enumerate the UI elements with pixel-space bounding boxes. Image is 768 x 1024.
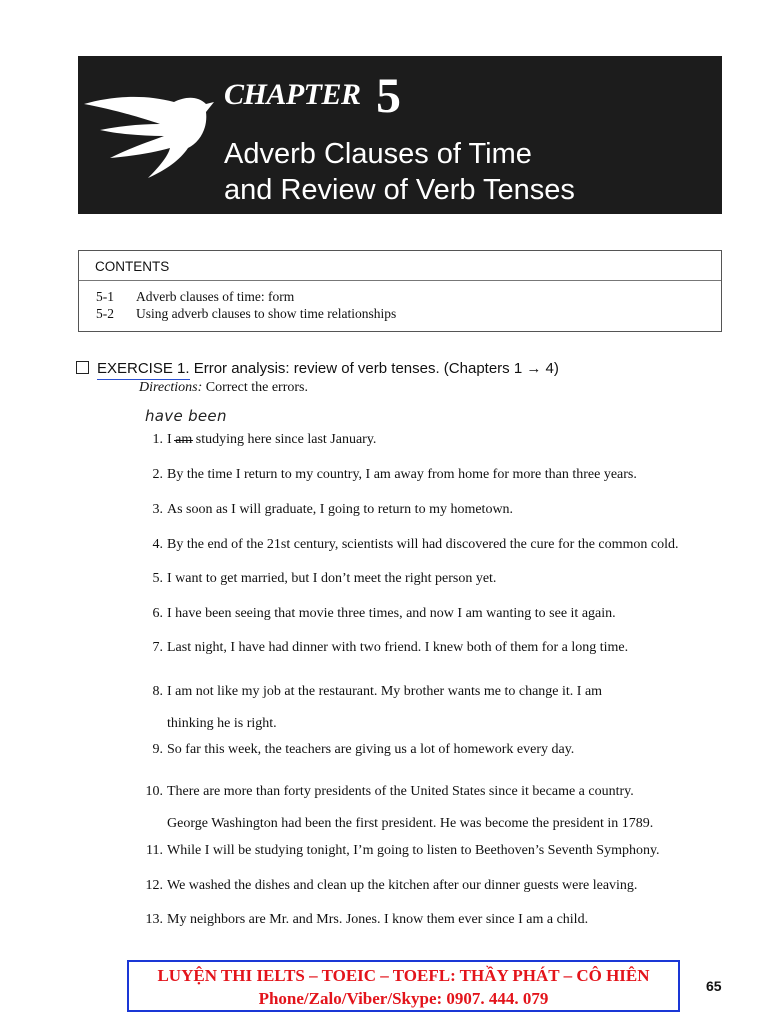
exercise-item (130, 776, 730, 840)
item-text-before: I (167, 432, 176, 447)
item-number: 12. (145, 878, 163, 893)
exercise-item (130, 606, 730, 622)
item-text-continued: George Washington had been the first president. He was become the president in 1789. (167, 816, 654, 831)
exercise-heading (76, 360, 559, 377)
contents-item-number: 5-2 (96, 306, 114, 321)
contents-item-text: Adverb clauses of time: form (136, 289, 295, 304)
contents-list (79, 281, 721, 322)
item-text: Last night, I have had dinner with two friend. I knew both of them for a long time. (167, 640, 629, 655)
item-number: 1. (152, 432, 163, 447)
struck-word: am (175, 432, 193, 447)
directions-label: Directions: (139, 380, 203, 395)
item-text: While I will be studying tonight, I’m going to listen to Beethoven’s Seventh Symphony. (167, 843, 660, 858)
item-number: 3. (152, 502, 163, 517)
contents-item-number: 5-1 (96, 289, 114, 304)
footer-line2: Phone/Zalo/Viber/Skype: 0907. 444. 079 (258, 989, 549, 1008)
item-text: I have been seeing that movie three times, and now I am wanting to see it again. (167, 606, 616, 621)
exercise-item (130, 912, 730, 928)
item-number: 11. (146, 843, 163, 858)
exercise-item (130, 878, 730, 894)
item-text: I want to get married, but I don’t meet the right person yet. (167, 571, 497, 586)
exercise-item (130, 502, 730, 518)
exercise-checkbox[interactable] (76, 361, 89, 374)
item-text-continued: thinking he is right. (167, 716, 277, 731)
item-number: 4. (152, 537, 163, 552)
footer-line1: LUYỆN THI IELTS – TOEIC – TOEFL: THẦY PHÁT – CÔ HIÊN (157, 966, 650, 985)
chapter-label: CHAPTER (224, 78, 361, 111)
item-number: 10. (145, 784, 163, 799)
item-number: 8. (152, 684, 163, 699)
directions (139, 380, 308, 396)
exercise-title: Error analysis: review of verb tenses. (Chapters 1 → 4) (193, 360, 559, 377)
exercise-label: EXERCISE 1. (97, 360, 190, 380)
exercise-item (130, 742, 730, 758)
exercise-item (130, 571, 730, 587)
chapter-number: 5 (376, 67, 401, 123)
exercise-item (130, 676, 730, 740)
item-text: By the time I return to my country, I am away from home for more than three years. (167, 467, 637, 482)
exercise-item (130, 467, 730, 483)
item-text: By the end of the 21st century, scientists will had discovered the cure for the common cold. (167, 537, 679, 552)
item-text: My neighbors are Mr. and Mrs. Jones. I know them ever since I am a child. (167, 912, 589, 927)
chapter-title-line2: and Review of Verb Tenses (224, 174, 575, 206)
footer-advert (127, 960, 680, 1012)
item-text-after: studying here since last January. (192, 432, 377, 447)
item-number: 5. (152, 571, 163, 586)
page-number: 65 (706, 978, 722, 994)
item-number: 13. (145, 912, 163, 927)
item-number: 2. (152, 467, 163, 482)
exercise-item (130, 537, 730, 553)
contents-item (96, 305, 721, 322)
item-text: As soon as I will graduate, I going to return to my hometown. (167, 502, 514, 517)
contents-heading: CONTENTS (79, 251, 721, 281)
item-number: 6. (152, 606, 163, 621)
chapter-banner (78, 56, 722, 214)
item-text: So far this week, the teachers are giving us a lot of homework every day. (167, 742, 575, 757)
handwritten-correction: have been (145, 407, 227, 425)
exercise-item (130, 640, 730, 656)
chapter-title-line1: Adverb Clauses of Time (224, 138, 532, 170)
item-number: 9. (152, 742, 163, 757)
exercise-item (130, 843, 730, 859)
swallow-icon (82, 90, 216, 180)
chapter-title (224, 136, 575, 208)
contents-item-text: Using adverb clauses to show time relationships (136, 306, 397, 321)
item-text: We washed the dishes and clean up the kitchen after our dinner guests were leaving. (167, 878, 638, 893)
directions-text: Correct the errors. (205, 380, 308, 395)
contents-item (96, 288, 721, 305)
item-text: There are more than forty presidents of the United States since it became a country. (167, 784, 634, 799)
item-text: I am not like my job at the restaurant. My brother wants me to change it. I am (167, 684, 603, 699)
item-number: 7. (152, 640, 163, 655)
exercise-item (130, 432, 730, 448)
contents-box (78, 250, 722, 332)
